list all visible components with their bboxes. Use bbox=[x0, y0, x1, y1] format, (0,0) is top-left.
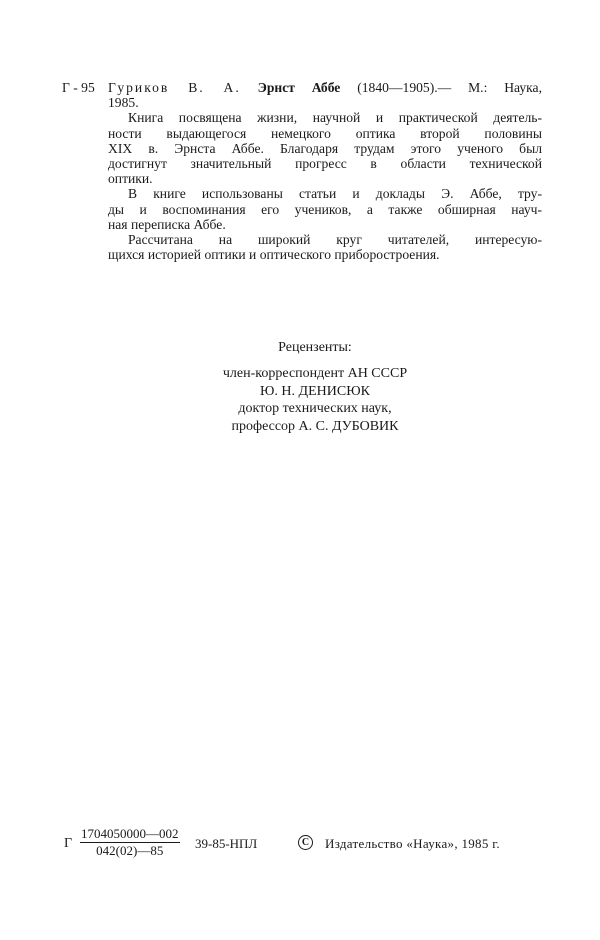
publication-year: 1985. bbox=[108, 95, 139, 111]
annotation-line: оптики. bbox=[108, 171, 153, 187]
classification-letter: Г bbox=[64, 836, 73, 851]
annotation-line: достигнут значительный прогресс в области технической bbox=[108, 156, 542, 172]
publication-details: (1840—1905).— М.: Наука, bbox=[357, 80, 542, 95]
edition-code: 39-85-НПЛ bbox=[195, 836, 258, 851]
reviewers-title: Рецензенты: bbox=[278, 340, 352, 355]
reviewers-block bbox=[200, 339, 430, 435]
classification-fraction bbox=[80, 826, 180, 859]
annotation-line: Книга посвящена жизни, научной и практической деятель- bbox=[128, 110, 542, 126]
reviewer-line: доктор технических наук, bbox=[238, 401, 392, 417]
book-title: Эрнст Аббе bbox=[257, 80, 341, 95]
annotation-line: ды и воспоминания его учеников, а также обширная науч- bbox=[108, 201, 542, 217]
bibliographic-block bbox=[62, 80, 542, 262]
reviewer-line: Ю. Н. ДЕНИСЮК bbox=[260, 383, 370, 399]
annotation-line: XIX в. Эрнста Аббе. Благодаря трудам этого ученого был bbox=[108, 140, 542, 156]
copyright-icon: C bbox=[298, 835, 313, 850]
bibliographic-body bbox=[108, 80, 542, 262]
annotation-line: ная переписка Аббе. bbox=[108, 216, 226, 232]
fraction-numerator: 1704050000—002 bbox=[81, 826, 179, 841]
imprint-footer bbox=[64, 826, 544, 866]
annotation bbox=[108, 110, 542, 262]
annotation-line: щихся историей оптики и оптического приборостроения. bbox=[108, 247, 440, 263]
reviewer-line: профессор А. С. ДУБОВИК bbox=[231, 418, 399, 434]
catalog-index: Г - 95 bbox=[62, 80, 95, 95]
fraction-denominator: 042(02)—85 bbox=[96, 843, 164, 858]
annotation-line: Рассчитана на широкий круг читателей, интересую- bbox=[128, 232, 542, 248]
author-name: Гуриков В. А. bbox=[108, 80, 241, 95]
publisher-copyright: Издательство «Наука», 1985 г. bbox=[325, 836, 500, 851]
reviewer-line: член-корреспондент АН СССР bbox=[222, 366, 408, 382]
annotation-line: В книге использованы статьи и доклады Э. Аббе, тру- bbox=[128, 186, 542, 202]
annotation-line: ности выдающегося немецкого оптика второй половины bbox=[108, 125, 542, 141]
bibliographic-heading bbox=[108, 80, 542, 95]
